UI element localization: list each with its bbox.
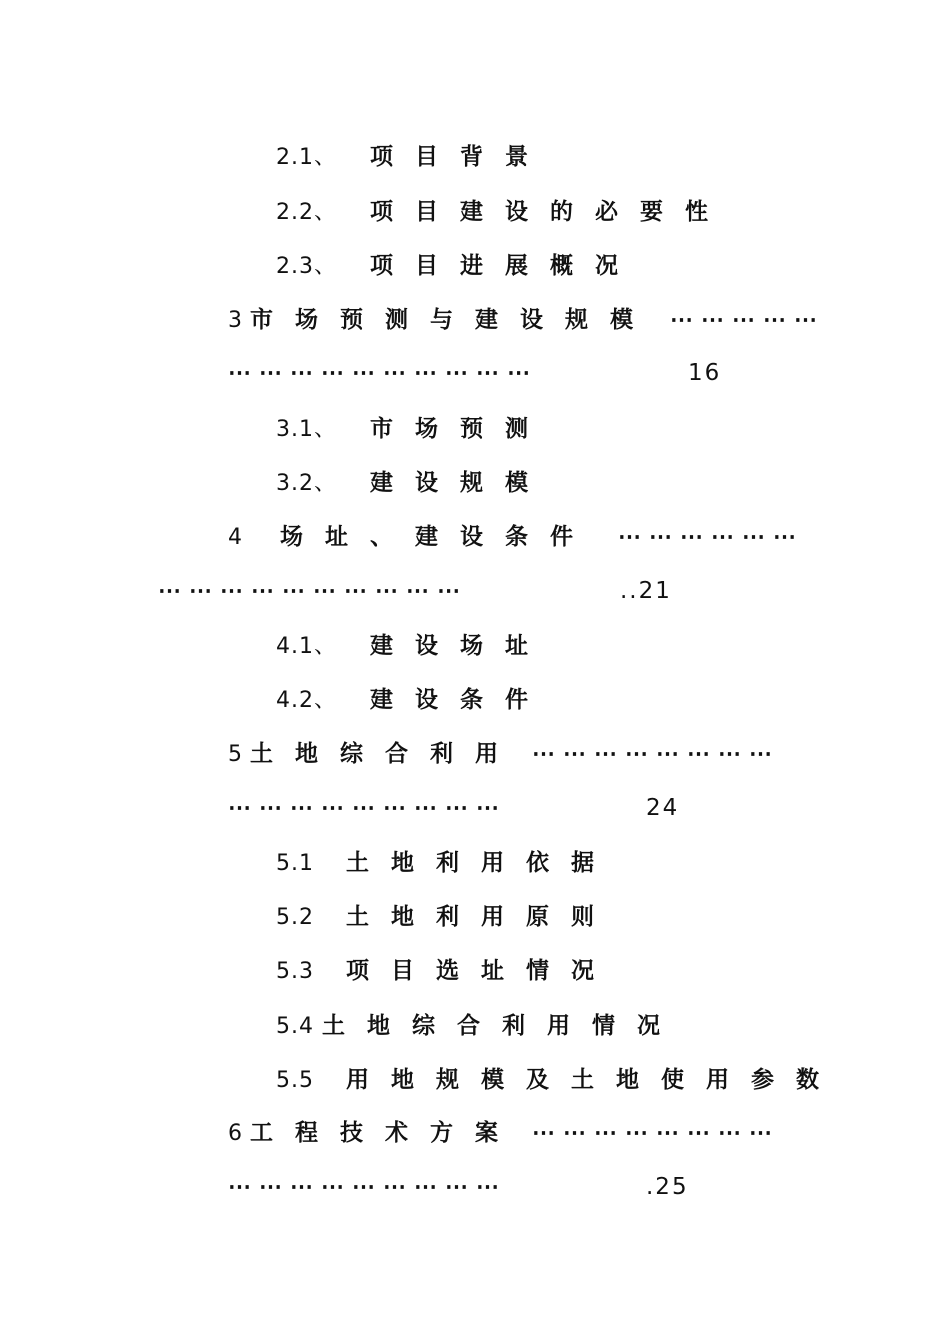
section-title: 用地规模及土地使用参数 [346, 1066, 841, 1093]
leader-dots: ⋯ ⋯ ⋯ ⋯ ⋯ ⋯ [618, 523, 797, 550]
section-title: 市场预测 [370, 415, 550, 442]
section-number: 5.1 [276, 851, 314, 876]
section-number: 2.1、 [276, 145, 337, 170]
page-number: 16 [688, 360, 722, 386]
section-title: 项目建设的必要性 [370, 198, 730, 225]
toc-entry-3-2[interactable] [276, 463, 916, 503]
section-number: 5.4 [276, 1014, 314, 1039]
chapter-title: 市场预测与建设规模 [250, 306, 655, 333]
section-number: 5.5 [276, 1068, 314, 1093]
toc-entry-3-1[interactable] [276, 409, 916, 449]
page-number: ..21 [620, 578, 672, 604]
toc-entry-chapter-5[interactable] [228, 734, 888, 774]
leader-dots: ⋯ ⋯ ⋯ ⋯ ⋯ ⋯ ⋯ ⋯ ⋯ [228, 794, 500, 821]
toc-entry-5-2[interactable] [276, 897, 916, 937]
leader-dots: ⋯ ⋯ ⋯ ⋯ ⋯ [670, 306, 818, 333]
section-title: 土地利用原则 [346, 903, 616, 930]
page-number: .25 [646, 1174, 689, 1200]
toc-entry-4-1[interactable] [276, 626, 916, 666]
toc-entry-chapter-4[interactable] [228, 517, 888, 557]
toc-entry-chapter-6[interactable] [228, 1113, 888, 1153]
toc-entry-2-1[interactable] [276, 137, 916, 177]
toc-entry-chapter-3-cont [228, 353, 888, 393]
toc-entry-chapter-6-cont [228, 1167, 888, 1207]
toc-entry-chapter-3[interactable] [228, 300, 888, 340]
section-number: 5.2 [276, 905, 314, 930]
section-number: 4.1、 [276, 634, 337, 659]
leader-dots: ⋯ ⋯ ⋯ ⋯ ⋯ ⋯ ⋯ ⋯ ⋯ [228, 1173, 500, 1200]
toc-entry-5-3[interactable] [276, 951, 916, 991]
section-number: 2.3、 [276, 254, 337, 279]
page-number: 24 [646, 795, 680, 821]
leader-dots: ⋯ ⋯ ⋯ ⋯ ⋯ ⋯ ⋯ ⋯ [532, 740, 773, 767]
chapter-number: 6 [228, 1121, 243, 1146]
section-title: 项目进展概况 [370, 252, 640, 279]
section-title: 项目背景 [370, 143, 550, 170]
toc-entry-4-2[interactable] [276, 680, 916, 720]
section-number: 4.2、 [276, 688, 337, 713]
chapter-number: 3 [228, 308, 243, 333]
chapter-number: 5 [228, 742, 243, 767]
section-title: 土地综合利用情况 [322, 1012, 682, 1039]
toc-entry-2-2[interactable] [276, 192, 916, 232]
section-number: 5.3 [276, 959, 314, 984]
chapter-title: 土地综合利用 [250, 740, 520, 767]
toc-entry-5-5[interactable] [276, 1060, 916, 1100]
section-title: 建设场址 [370, 632, 550, 659]
toc-entry-5-4[interactable] [276, 1006, 916, 1046]
section-number: 3.1、 [276, 417, 337, 442]
chapter-title: 工程技术方案 [250, 1119, 520, 1146]
toc-entry-5-1[interactable] [276, 843, 916, 883]
toc-entry-chapter-5-cont [228, 788, 888, 828]
chapter-title: 场址、建设条件 [280, 523, 595, 550]
section-title: 建设条件 [370, 686, 550, 713]
section-number: 2.2、 [276, 200, 337, 225]
leader-dots: ⋯ ⋯ ⋯ ⋯ ⋯ ⋯ ⋯ ⋯ ⋯ ⋯ [228, 359, 531, 386]
toc-entry-2-3[interactable] [276, 246, 916, 286]
chapter-number: 4 [228, 525, 243, 550]
section-title: 土地利用依据 [346, 849, 616, 876]
leader-dots: ⋯ ⋯ ⋯ ⋯ ⋯ ⋯ ⋯ ⋯ [532, 1119, 773, 1146]
section-number: 3.2、 [276, 471, 337, 496]
section-title: 建设规模 [370, 469, 550, 496]
section-title: 项目选址情况 [346, 957, 616, 984]
toc-entry-chapter-4-cont [158, 571, 878, 611]
leader-dots: ⋯ ⋯ ⋯ ⋯ ⋯ ⋯ ⋯ ⋯ ⋯ ⋯ [158, 577, 461, 604]
